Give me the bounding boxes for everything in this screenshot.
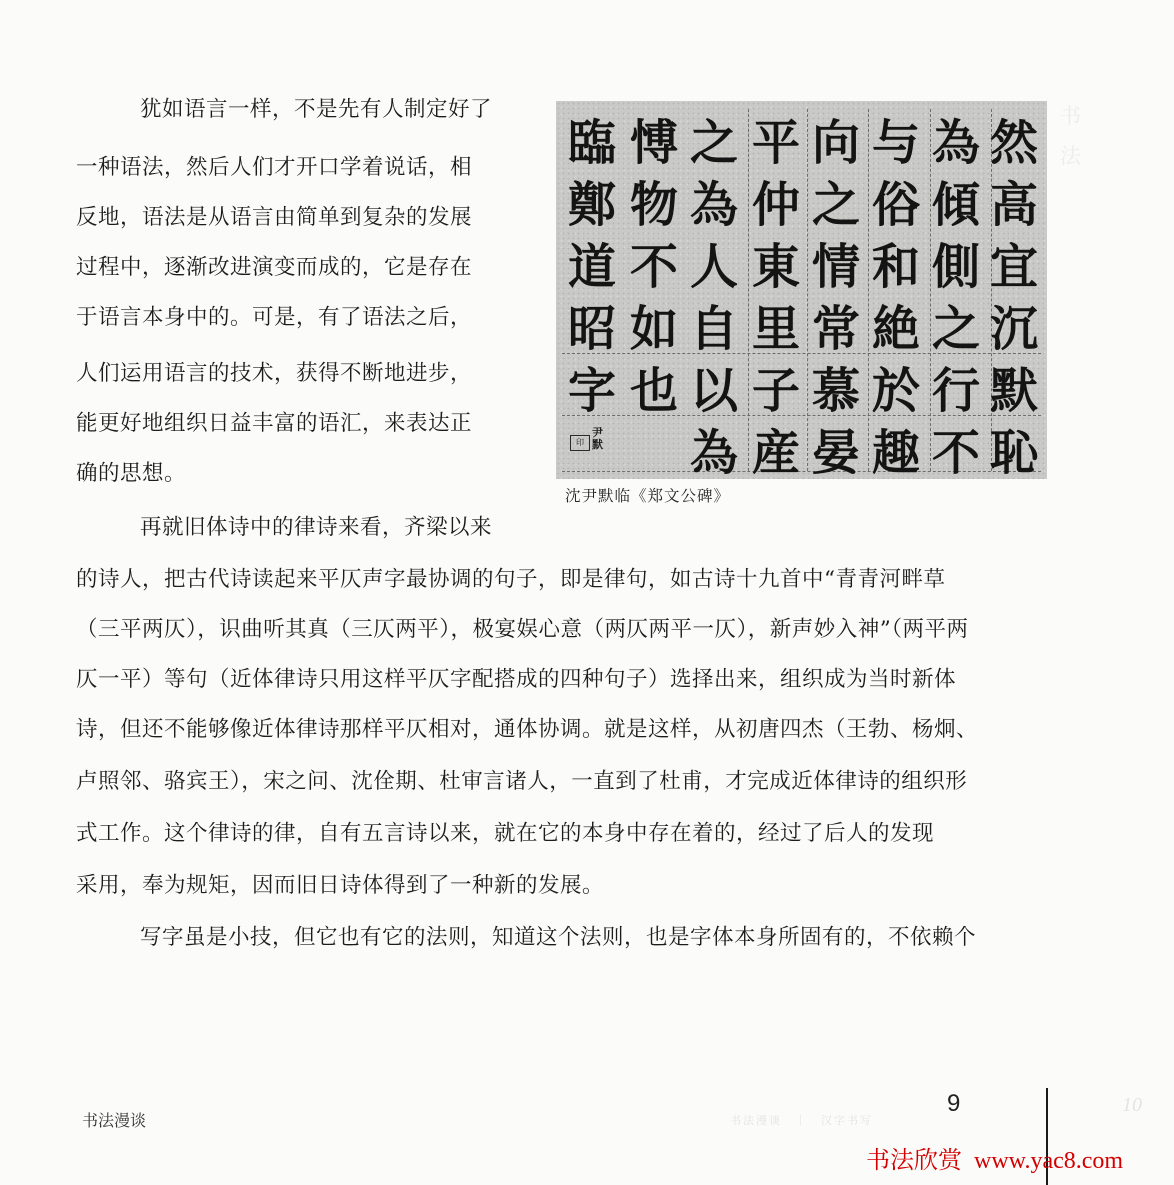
text-line: 式工作。这个律诗的律，自有五言诗以来，就在它的本身中存在着的，经过了后人的发现 xyxy=(76,821,935,846)
calligraphy-char: 然 xyxy=(989,114,1038,171)
calligraphy-column xyxy=(746,107,806,479)
calligraphy-char: 愽 xyxy=(629,114,678,171)
calligraphy-column xyxy=(562,107,622,417)
site-watermark xyxy=(866,1140,1123,1175)
bleed-through-page-number: 10 xyxy=(1122,1094,1142,1116)
calligraphy-char: 高 xyxy=(989,176,1038,233)
calligraphy-char: 於 xyxy=(871,362,920,419)
calligraphy-column xyxy=(926,107,986,479)
calligraphy-char: 仲 xyxy=(751,176,800,233)
calligraphy-char: 之 xyxy=(811,176,860,233)
calligraphy-char: 不 xyxy=(931,424,980,481)
calligraphy-char: 晏 xyxy=(811,424,860,481)
calligraphy-char: 恥 xyxy=(989,424,1038,481)
calligraphy-char: 情 xyxy=(811,238,860,295)
calligraphy-char: 趣 xyxy=(871,424,920,481)
calligraphy-char: 字 xyxy=(567,362,616,419)
watermark-label: 书法欣赏 xyxy=(866,1146,962,1174)
artist-signature: 尹默 xyxy=(592,426,603,451)
text-line: 反地，语法是从语言由简单到复杂的发展 xyxy=(76,205,473,230)
text-line: 再就旧体诗中的律诗来看，齐梁以来 xyxy=(140,515,493,540)
calligraphy-char: 也 xyxy=(629,362,678,419)
calligraphy-char: 向 xyxy=(811,114,860,171)
calligraphy-char: 傾 xyxy=(931,176,980,233)
calligraphy-char: 与 xyxy=(871,114,920,171)
seal-stamp-icon: 印 xyxy=(570,435,590,451)
calligraphy-char: 為 xyxy=(931,114,980,171)
calligraphy-char: 平 xyxy=(751,114,800,171)
calligraphy-char: 人 xyxy=(689,238,738,295)
text-line: 诗，但还不能够像近体律诗那样平仄相对，通体协调。就是这样，从初唐四杰（王勃、杨炯、 xyxy=(76,717,979,742)
calligraphy-column xyxy=(684,107,744,479)
calligraphy-column xyxy=(984,107,1044,479)
calligraphy-char: 絶 xyxy=(871,300,920,357)
text-line: 确的思想。 xyxy=(76,461,187,486)
calligraphy-char: 為 xyxy=(689,176,738,233)
text-line: 人们运用语言的技术，获得不断地进步， xyxy=(76,361,473,386)
text-line: 一种语法，然后人们才开口学着说话，相 xyxy=(76,155,473,180)
calligraphy-char: 物 xyxy=(629,176,678,233)
text-line: 于语言本身中的。可是，有了语法之后， xyxy=(76,305,473,330)
calligraphy-char: 默 xyxy=(989,362,1038,419)
calligraphy-char: 為 xyxy=(689,424,738,481)
calligraphy-char: 以 xyxy=(689,362,738,419)
calligraphy-char: 和 xyxy=(871,238,920,295)
text-line: 卢照邻、骆宾王），宋之问、沈佺期、杜审言诸人，一直到了杜甫，才完成近体律诗的组织形 xyxy=(76,769,968,794)
text-line: 过程中，逐渐改进演变而成的，它是存在 xyxy=(76,255,473,280)
calligraphy-char: 東 xyxy=(751,238,800,295)
text-line: 犹如语言一样，不是先有人制定好了 xyxy=(140,97,493,122)
calligraphy-char: 沉 xyxy=(989,300,1038,357)
text-line: 写字虽是小技，但它也有它的法则，知道这个法则，也是字体本身所固有的，不依赖个 xyxy=(140,925,977,950)
calligraphy-char: 臨 xyxy=(567,114,616,171)
calligraphy-char: 之 xyxy=(689,114,738,171)
bleed-through-text: 法 xyxy=(1060,144,1081,168)
page-number: 9 xyxy=(947,1090,961,1117)
bleed-through-footer: 书法漫谈 ｜ 汉字书写 xyxy=(730,1114,873,1127)
calligraphy-char: 宜 xyxy=(989,238,1038,295)
calligraphy-char: 産 xyxy=(751,424,800,481)
calligraphy-char: 行 xyxy=(931,362,980,419)
calligraphy-char: 子 xyxy=(751,362,800,419)
calligraphy-column xyxy=(624,107,684,417)
calligraphy-char: 里 xyxy=(751,300,800,357)
figure-caption: 沈尹默临《郑文公碑》 xyxy=(565,487,731,505)
text-line: 能更好地组织日益丰富的语汇，来表达正 xyxy=(76,411,473,436)
text-line: 采用，奉为规矩，因而旧日诗体得到了一种新的发展。 xyxy=(76,873,605,898)
calligraphy-char: 俗 xyxy=(871,176,920,233)
calligraphy-image xyxy=(556,101,1047,479)
calligraphy-char: 道 xyxy=(567,238,616,295)
calligraphy-column xyxy=(806,107,866,479)
calligraphy-char: 自 xyxy=(689,300,738,357)
calligraphy-char: 如 xyxy=(629,300,678,357)
calligraphy-char: 常 xyxy=(811,300,860,357)
calligraphy-column xyxy=(866,107,926,479)
calligraphy-char: 鄭 xyxy=(567,176,616,233)
calligraphy-char: 不 xyxy=(629,238,678,295)
calligraphy-char: 慕 xyxy=(811,362,860,419)
text-line: 的诗人，把古代诗读起来平仄声字最协调的句子，即是律句，如古诗十九首中“青青河畔草 xyxy=(76,567,946,592)
calligraphy-char: 之 xyxy=(931,300,980,357)
running-footer-title: 书法漫谈 xyxy=(82,1111,147,1130)
watermark-url: www.yac8.com xyxy=(974,1148,1124,1174)
text-line: 仄一平）等句（近体律诗只用这样平仄字配搭成的四种句子）选择出来，组织成为当时新体 xyxy=(76,667,957,692)
calligraphy-char: 昭 xyxy=(567,300,616,357)
calligraphy-char: 側 xyxy=(931,238,980,295)
text-line: （三平两仄），识曲听其真（三仄两平），极宴娱心意（两仄两平一仄），新声妙入神”（两平两 xyxy=(76,617,969,642)
bleed-through-text: 书 xyxy=(1060,104,1081,128)
